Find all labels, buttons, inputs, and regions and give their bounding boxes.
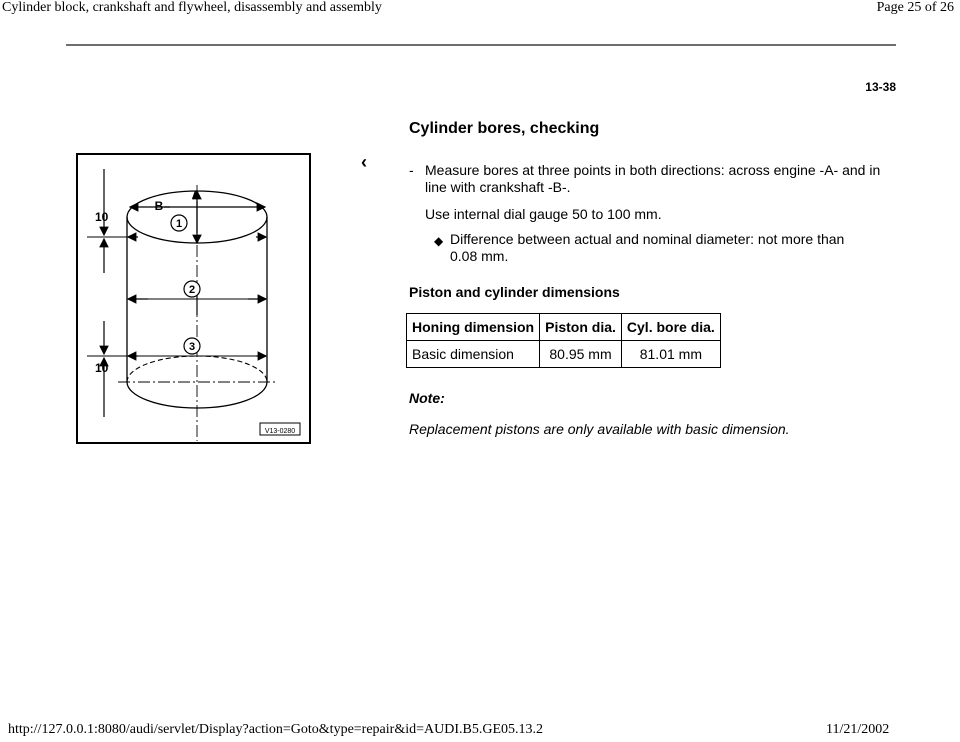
dimension-top: 10 — [95, 210, 109, 224]
label-2: 2 — [188, 284, 196, 296]
label-1: 1 — [175, 218, 183, 230]
cylinder-bore-diagram — [76, 153, 311, 444]
section-heading: Cylinder bores, checking — [409, 120, 600, 137]
note-label: Note: — [409, 390, 445, 406]
page-indicator: Page 25 of 26 — [876, 0, 954, 15]
dimension-bottom: 10 — [95, 361, 109, 375]
footer-url: http://127.0.0.1:8080/audi/servlet/Display?action=Goto&type=repair&id=AUDI.B5.GE05.13.2 — [8, 722, 543, 737]
label-a: A — [191, 188, 201, 202]
dimensions-table — [406, 313, 721, 368]
label-b: B — [154, 199, 164, 213]
tolerance-spec: Difference between actual and nominal diameter: not more than 0.08 mm. — [450, 231, 845, 264]
table-cell: 80.95 mm — [540, 341, 622, 368]
column-header: Cyl. bore dia. — [621, 314, 720, 341]
pointer-icon: ‹ — [361, 152, 367, 172]
measure-step: Measure bores at three points in both directions: across engine -A- and in line with crankshaft -B-. — [425, 162, 881, 195]
diamond-bullet-icon: ◆ — [434, 234, 444, 248]
document-title: Cylinder block, crankshaft and flywheel, disassembly and assembly — [2, 0, 382, 15]
table-header-row — [407, 314, 721, 341]
table-cell: Basic dimension — [407, 341, 540, 368]
column-header: Piston dia. — [540, 314, 622, 341]
page-number: 13-38 — [865, 80, 896, 94]
footer-date: 11/21/2002 — [826, 722, 890, 737]
table-cell: 81.01 mm — [621, 341, 720, 368]
column-header: Honing dimension — [407, 314, 540, 341]
header-rule — [66, 44, 896, 46]
table-row — [407, 341, 721, 368]
gauge-note: Use internal dial gauge 50 to 100 mm. — [425, 206, 662, 222]
label-3: 3 — [188, 341, 196, 353]
note-text: Replacement pistons are only available with basic dimension. — [409, 421, 790, 437]
table-title: Piston and cylinder dimensions — [409, 284, 620, 300]
figure-code: V13-0280 — [264, 428, 296, 435]
step-dash: - — [409, 162, 414, 178]
